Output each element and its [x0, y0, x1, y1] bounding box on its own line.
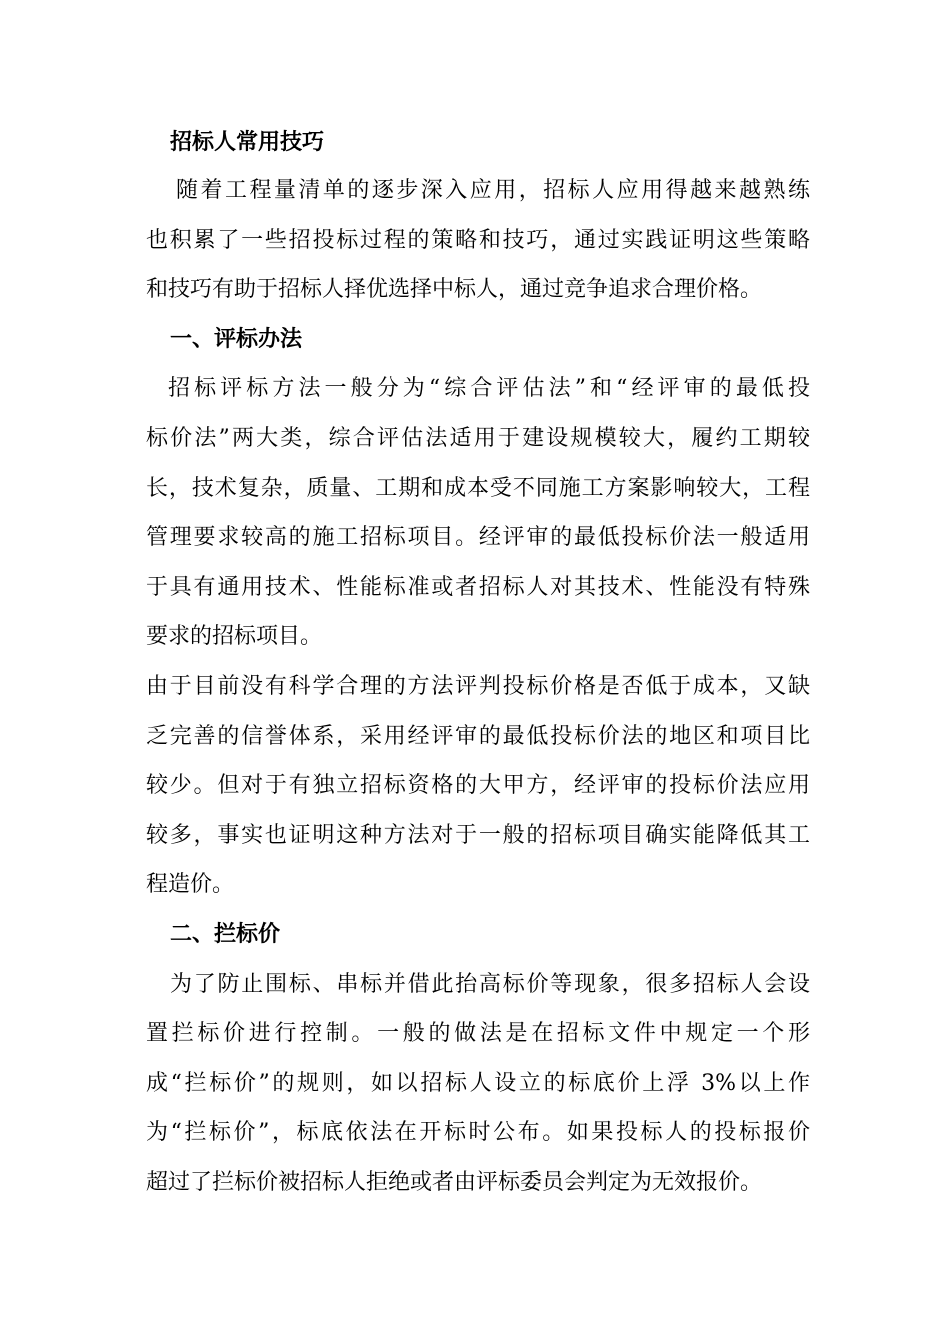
- document-title: 招标人常用技巧: [170, 129, 325, 155]
- section1-paragraph-2: [146, 662, 810, 910]
- paragraph-line: 长，技术复杂，质量、工期和成本受不同施工方案影响较大，工程: [146, 475, 810, 501]
- paragraph-line: 于具有通用技术、性能标准或者招标人对其技术、性能没有特殊: [146, 574, 810, 600]
- paragraph-line: 较多，事实也证明这种方法对于一般的招标项目确实能降低其工: [146, 822, 810, 848]
- section-heading-1: 一、评标办法: [170, 325, 303, 352]
- section1-paragraph-1: [146, 364, 810, 662]
- paragraph-line: 要求的招标项目。: [146, 624, 323, 650]
- paragraph-line: 乏完善的信誉体系，采用经评审的最低投标价法的地区和项目比: [146, 723, 810, 749]
- paragraph-line: 管理要求较高的施工招标项目。经评审的最低投标价法一般适用: [146, 525, 810, 551]
- paragraph-line: 招标评标方法一般分为“综合评估法”和“经评审的最低投: [168, 376, 810, 402]
- intro-line: 和技巧有助于招标人择优选择中标人，通过竞争追求合理价格。: [146, 277, 763, 303]
- paragraph-line: 为了防止围标、串标并借此抬高标价等现象，很多招标人会设: [170, 971, 810, 997]
- paragraph-line: 置拦标价进行控制。一般的做法是在招标文件中规定一个形: [146, 1021, 810, 1047]
- paragraph-line: 为“拦标价”，标底依法在开标时公布。如果投标人的投标报价: [146, 1120, 810, 1146]
- paragraph-line: 成“拦标价”的规则，如以招标人设立的标底价上浮 3%以上作: [146, 1070, 810, 1096]
- paragraph-line: 由于目前没有科学合理的方法评判投标价格是否低于成本，又缺: [146, 673, 810, 699]
- paragraph-line: 超过了拦标价被招标人拒绝或者由评标委员会判定为无效报价。: [146, 1169, 763, 1195]
- paragraph-line: 较少。但对于有独立招标资格的大甲方，经评审的投标价法应用: [146, 773, 810, 799]
- paragraph-line: 程造价。: [146, 872, 235, 898]
- intro-paragraph: [146, 166, 810, 315]
- intro-line: 随着工程量清单的逐步深入应用，招标人应用得越来越熟练: [176, 178, 810, 203]
- document-page: [146, 118, 810, 1207]
- intro-line: 也积累了一些招投标过程的策略和技巧，通过实践证明这些策略: [146, 227, 810, 253]
- paragraph-line: 标价法”两大类，综合评估法适用于建设规模较大，履约工期较: [146, 425, 810, 451]
- section2-paragraph-1: [146, 960, 810, 1208]
- section-heading-2: 二、拦标价: [170, 920, 281, 947]
